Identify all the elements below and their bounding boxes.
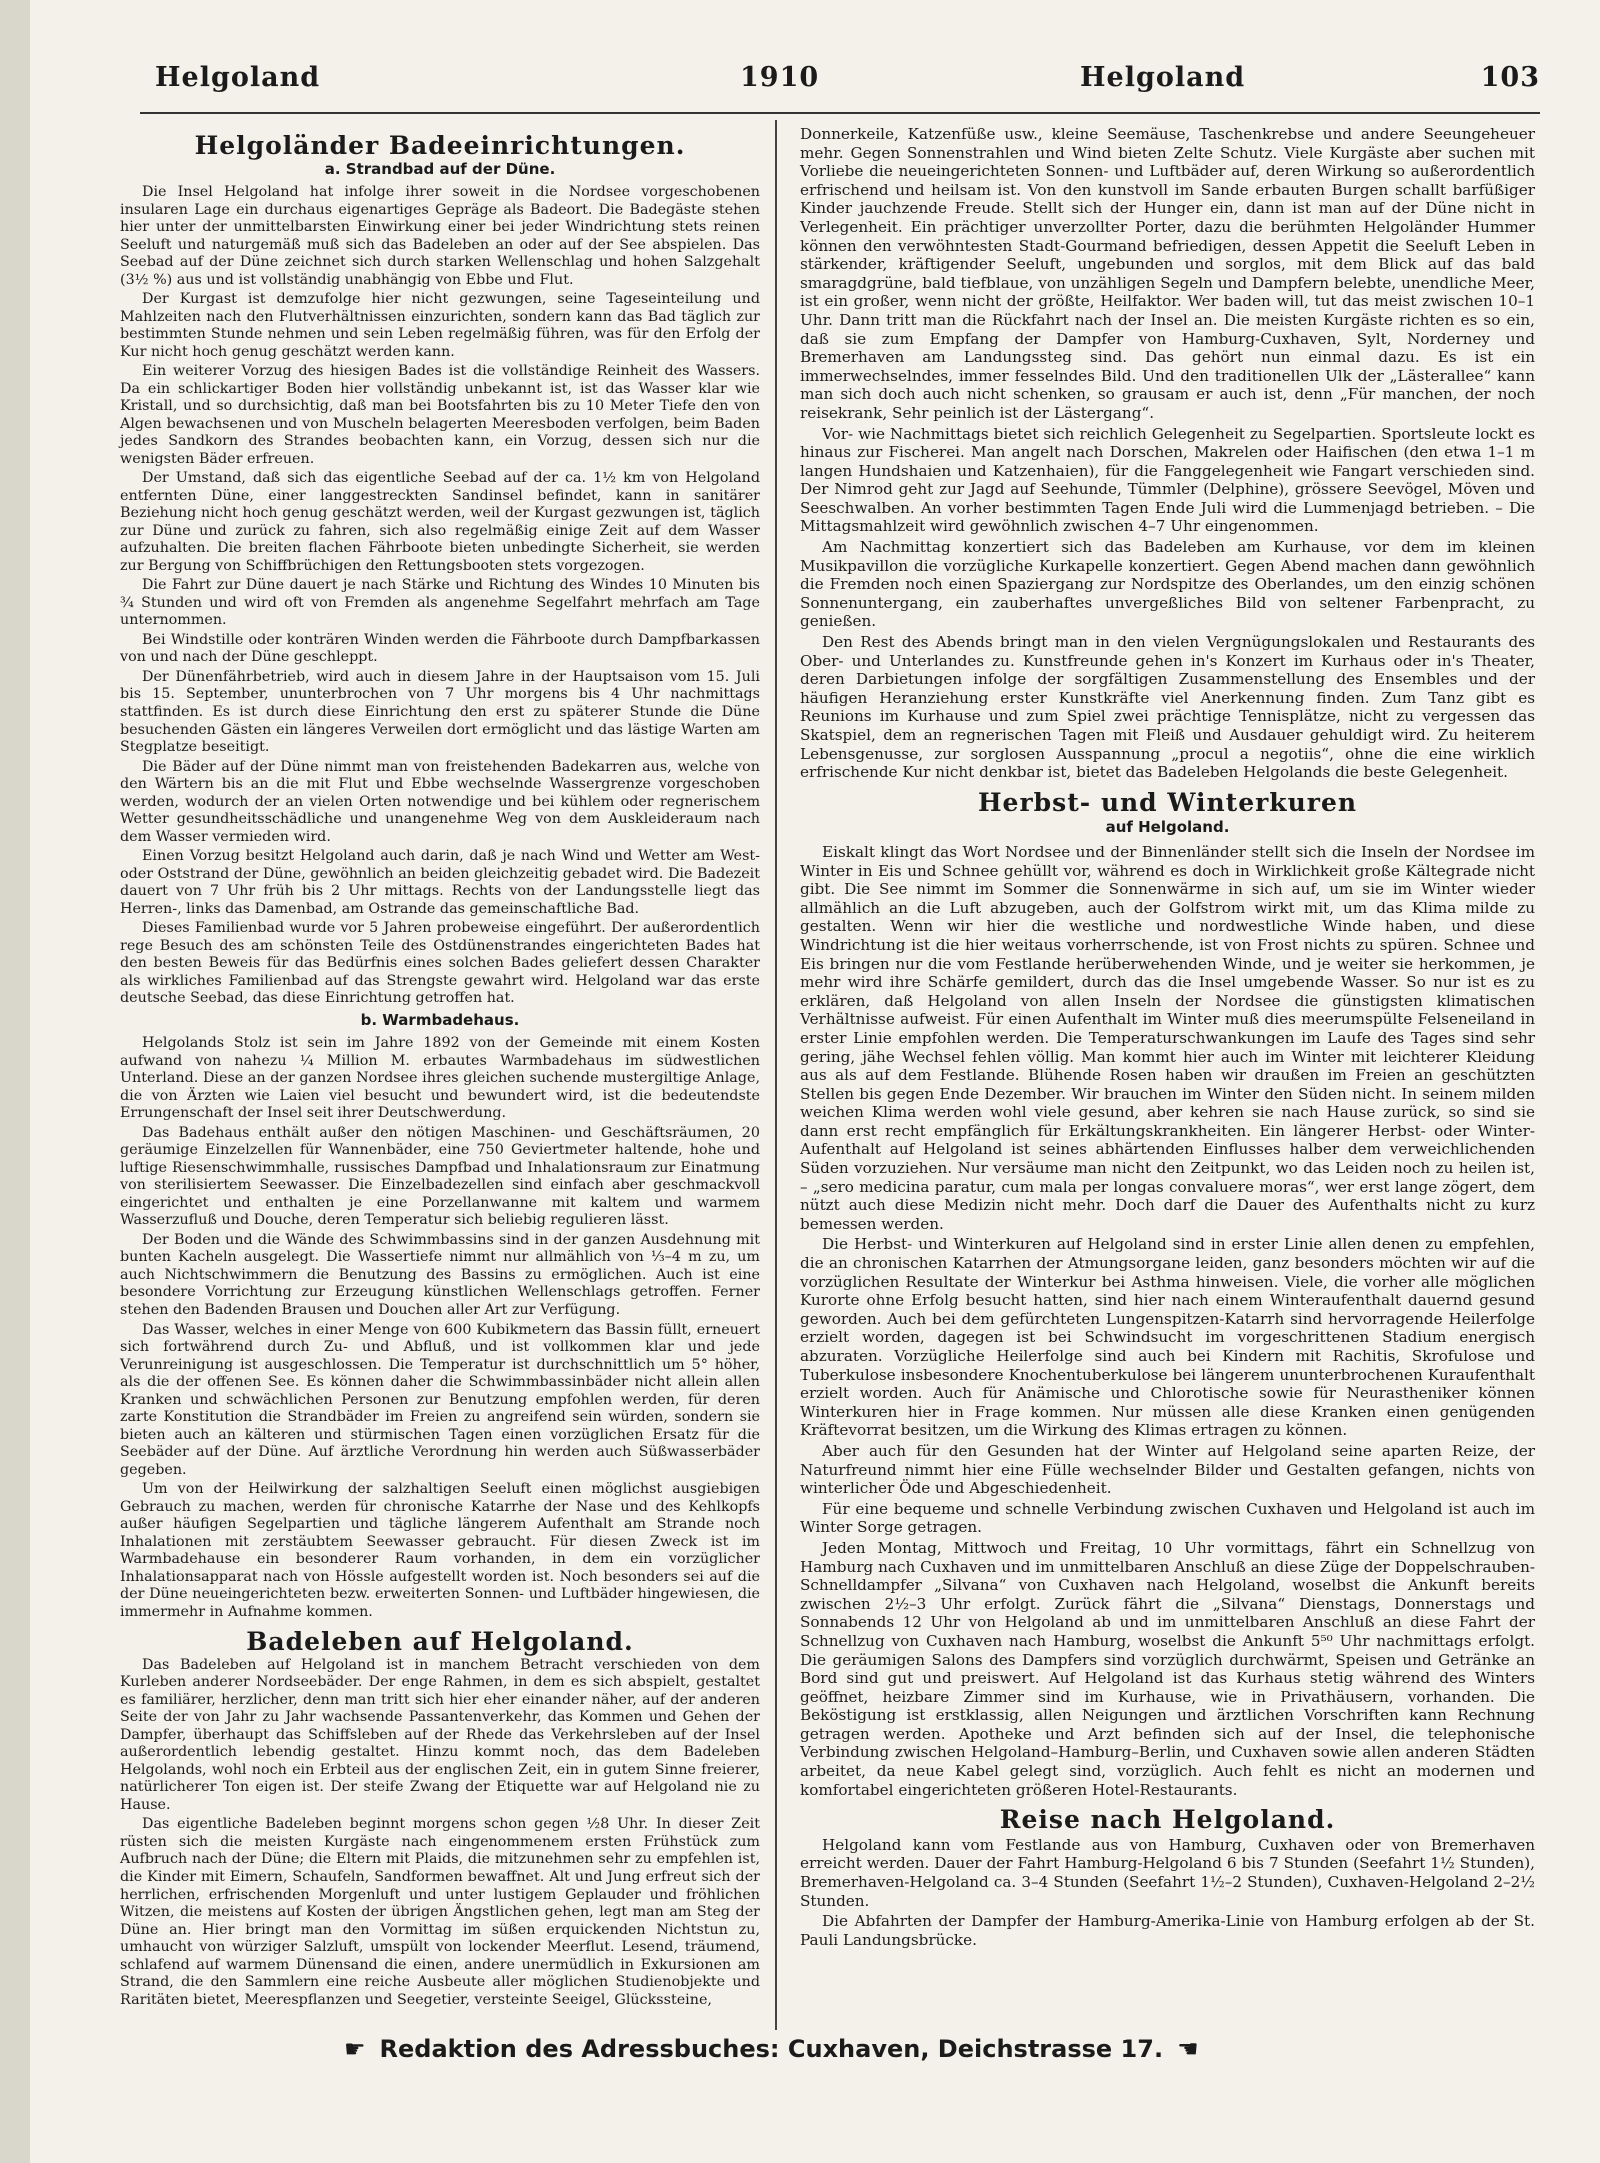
section-heading: Reise nach Helgoland. <box>999 1805 1336 1835</box>
page-footer <box>330 2035 1230 2075</box>
paragraph: Am Nachmittag konzertiert sich das Badeleben am Kurhause, vor dem im kleinen Musikpavillon die vorzügliche Kurkapelle konzertiert. Gegen Abend machen dann gewöhnlich die Fremden noch einen Spaziergang zur Nordspitze des Oberlandes, um den einzig schönen Sonnenuntergang, ein zauberhaftes unvergeßliches Bild von seltener Farbenpracht, zu genießen. <box>800 538 1535 631</box>
header-left-title: Helgoland <box>155 62 321 93</box>
paragraph: Das Badehaus enthält außer den nötigen Maschinen- und Geschäftsräumen, 20 geräumige Einzelzellen für Wannenbäder, eine 750 Geviertmeter haltende, hohe und luftige Riesenschwimmhalle, russisches Dampfbad und Inhalationsraum zur Einatmung von sterilisiertem Seewasser. Die Einzelbadezellen sind einfach aber geschmackvoll eingerichtet und enthalten je eine Porzellanwanne mit kaltem und warmem Wasserzufluß und Douche, deren Temperatur sich beliebig regulieren lässt. <box>120 1124 760 1229</box>
subsection-heading: b. Warmbadehaus. <box>360 1010 520 1029</box>
paragraph: Der Dünenfährbetrieb, wird auch in diesem Jahre in der Hauptsaison vom 15. Juli bis 15. September, ununterbrochen von 7 Uhr morgens bis 4 Uhr nachmittags stattfinden. Es ist durch diese Einrichtung den erst zu späterer Stunde die Düne besuchenden Gästen ein längeres Verweilen dort ermöglicht und das lästige Warten am Stegplatze beseitigt. <box>120 668 760 756</box>
paragraph: Das Badeleben auf Helgoland ist in manchem Betracht verschieden von dem Kurleben anderer Nordseebäder. Der enge Rahmen, in dem es sich abspielt, gestaltet es familiärer, herzlicher, denn man tritt sich hier eher einander näher, auf der anderen Seite der von Jahr zu Jahr wachsende Passantenverkehr, das Kommen und Gehen der Dampfer, überhaupt das Schiffsleben auf der Rhede das Verkehrsleben auf der Insel außerordentlich lebendig gestaltet. Hinzu kommt noch, das dem Badeleben Helgolands, wohl noch ein Erbteil aus der englischen Zeit, ein in gutem Sinne freierer, natürlicherer Ton eigen ist. Der steife Zwang der Etiquette war auf Helgoland nie zu Hause. <box>120 1656 760 1813</box>
paragraph: Eiskalt klingt das Wort Nordsee und der Binnenländer stellt sich die Inseln der Nordsee im Winter in Eis und Schnee gehüllt vor, während es doch in Wirklichkeit große Kältegrade nicht gibt. Die See nimmt im Sommer die Sonnenwärme in sich auf, um sie im Winter wieder allmählich an die Luft abzugeben, auch der Golfstrom wirkt mit, um das Klima milde zu gestalten. Wenn wir hier die westliche und nordwestliche Winde haben, und diese Windrichtung ist die hier weitaus vorherrschende, ist von Frost nichts zu spüren. Schnee und Eis bringen nur die vom Festlande herüberwehenden Winde, und je weiter sie herkommen, je mehr wird ihre Schärfe gemildert, durch das die Insel umgebende Wasser. So nur ist es zu erklären, daß Helgoland von allen Inseln der Nordsee die günstigsten klimatischen Verhältnisse aufweist. Für einen Aufenthalt im Winter muß dies meerumspülte Felseneiland in erster Linie empfohlen werden. Die Temperaturschwankungen im Laufe des Tages sind sehr gering, jähe Wechsel fehlen völlig. Man kommt hier auch im Winter mit leichterer Kleidung aus als auf dem Festlande. Blühende Rosen haben wir draußen im Freien an geschützten Stellen bis gegen Ende Dezember. Wir brauchen im Winter den Süden nicht. In seinem milden weichen Klima werden wohl viele gesund, aber kehren sie nach Hause zurück, so sind sie dann erst recht empfänglich für Erkältungskrankheiten. Ein längerer Herbst- oder Winter-Aufenthalt auf Helgoland ist seines abhärtenden Einflusses halber dem verweichlichenden Süden vorzuziehen. Nur versäume man nicht den Zeitpunkt, wo das Leiden noch zu heilen ist, – „sero medicina paratur, cum mala per longas convaluere moras“, wer erst lange zögert, dem nützt auch diese Medizin nicht mehr. Doch darf die Dauer des Aufenthalts nicht zu kurz bemessen werden. <box>800 842 1535 1233</box>
paragraph: Vor- wie Nachmittags bietet sich reichlich Gelegenheit zu Segelpartien. Sportsleute lockt es hinaus zur Fischerei. Man angelt nach Dorschen, Makrelen oder Haifischen (den etwa 1–1 m langen Hundshaien und Katzenhaien), für die Fanggelegenheit wie Fangart verschieden sind. Der Nimrod geht zur Jagd auf Seehunde, Tümmler (Delphine), grössere Seevögel, Möven und Seeschwalben. An vorher bestimmten Tagen Ende Juli wird die Lummenjagd betrieben. – Die Mittagsmahlzeit wird gewöhnlich zwischen 4–7 Uhr eingenommen. <box>800 424 1535 536</box>
right-column <box>800 125 1535 1951</box>
page-header <box>60 62 1540 108</box>
paragraph: Jeden Montag, Mittwoch und Freitag, 10 Uhr vormittags, fährt ein Schnellzug von Hamburg nach Cuxhaven und im unmittelbaren Anschluß an diese Züge der Doppelschrauben-Schnelldampfer „Silvana“ von Cuxhaven nach Helgoland, woselbst die Ankunft bereits zwischen 2½–3 Uhr erfolgt. Zurück fährt die „Silvana“ Dienstags, Donnerstags und Sonnabends 12 Uhr von Helgoland ab und im unmittelbaren Anschluß an diese Fahrt der Schnellzug von Cuxhaven nach Hamburg, woselbst die Ankunft 5⁵⁰ Uhr nachmittags erfolgt. Die geräumigen Salons des Dampfers sind vorzüglich durchwärmt, Speisen und Getränke an Bord sind gut und preiswert. Auf Helgoland ist das Kurhaus stetig während des Winters geöffnet, heizbare Zimmer sind im Kurhause, wie in Privathäusern, vorhanden. Die Beköstigung ist erstklassig, allen Neigungen und ärztlichen Vorschriften kann Rechnung getragen werden. Apotheke und Arzt befinden sich auf der Insel, die telephonische Verbindung zwischen Helgoland–Hamburg–Berlin, und Cuxhaven sowie allen anderen Städten arbeitet, da neue Kabel gelegt sind, vorzüglich. Auch fehlt es nicht an modernen und komfortabel eingerichteten größeren Hotel-Restaurants. <box>800 1538 1535 1799</box>
section-heading: Herbst- und Winterkuren <box>977 787 1358 817</box>
paragraph: Die Herbst- und Winterkuren auf Helgoland sind in erster Linie allen denen zu empfehlen, die an chronischen Katarrhen der Atmungsorgane leiden, ganz besonders möchten wir auf die vorzüglichen Resultate der Winterkur bei Asthma hinweisen. Viele, die vorher alle möglichen Kurorte ohne Erfolg besucht hatten, sind hier nach einem Winteraufenthalt dauernd gesund geworden. Auch bei dem gefürchteten Lungenspitzen-Katarrh sind hervorragende Heilerfolge erzielt worden, dagegen ist bei Schwindsucht im vorgeschrittenen Stadium energisch abzuraten. Vorzügliche Heilerfolge sind auch bei Kindern mit Rachitis, Skrofulose und Tuberkulose insbesondere Knochentuberkulose bei längerem ununterbrochenen Kuraufenthalt erzielt worden. Auch für Anämische und Chlorotische sowie für Neurastheniker können Winterkuren hier in Frage kommen. Nur müssen alle diese Kranken einen genügenden Kräftevorrat besitzen, um die Wirkung des Klimas ertragen zu können. <box>800 1235 1535 1440</box>
header-right-title: Helgoland <box>1080 62 1246 93</box>
paragraph: Ein weiterer Vorzug des hiesigen Bades ist die vollständige Reinheit des Wassers. Da ein schlickartiger Boden hier vollständig unbekannt ist, ist das Wasser klar wie Kristall, und so durchsichtig, daß man bei Bootsfahrten bis zu 10 Meter Tiefe den von Algen bewachsenen und von Muscheln belagerten Meeresboden verfolgen, beim Baden jedes Sandkorn des Strandes beobachten kann, ein Vorzug, dessen sich nur die wenigsten Bäder erfreuen. <box>120 363 760 467</box>
scan-edge <box>0 0 30 2163</box>
page-number: 103 <box>1480 62 1540 93</box>
paragraph: Das eigentliche Badeleben beginnt morgens schon gegen ½8 Uhr. In dieser Zeit rüsten sich die meisten Kurgäste nach eingenommenem ersten Frühstück zum Aufbruch nach der Düne; die Eltern mit Plaids, die mitzunehmen sehr zu empfehlen ist, die Kinder mit Eimern, Schaufeln, Sandformen bewaffnet. Alt und Jung erfreut sich der herrlichen, erfrischenden Morgenluft und unter lustigem Geplauder und fröhlichen Witzen, die meistens auf Kosten der übrigen Ängstlichen gehen, legt man am Steg der Düne an. Hier bringt man den Vormittag im süßen erquickenden Nichtstun zu, umhaucht von würziger Salzluft, umspült von lockender Meerflut. Lesend, träumend, schlafend auf warmem Dünensand die einen, andere unermüdlich in Exkursionen am Strand, die den Sammlern eine reiche Ausbeute aller möglichen Studienobjekte und Raritäten bietet, Meerespflanzen und Seegetier, versteinte Seeigel, Glückssteine, <box>120 1816 760 2008</box>
paragraph: Helgolands Stolz ist sein im Jahre 1892 von der Gemeinde mit einem Kosten aufwand von nahezu ¼ Million M. erbautes Warmbadehaus im südwestlichen Unterland. Diese an der ganzen Nordsee ihres gleichen suchende mustergiltige Anlage, die von Ärzten wie Laien viel besucht und bewundert wird, ist die bedeutendste Errungenschaft der Insel seit ihrer Deutschwerdung. <box>120 1035 760 1122</box>
paragraph: Helgoland kann vom Festlande aus von Hamburg, Cuxhaven oder von Bremerhaven erreicht werden. Dauer der Fahrt Hamburg-Helgoland 6 bis 7 Stunden (Seefahrt 1½ Stunden), Bremerhaven-Helgoland ca. 3–4 Stunden (Seefahrt 1½–2 Stunden), Cuxhaven-Helgoland 2–2½ Stunden. <box>800 1835 1535 1910</box>
paragraph: Die Abfahrten der Dampfer der Hamburg-Amerika-Linie von Hamburg erfolgen ab der St. Pauli Landungsbrücke. <box>800 1912 1535 1949</box>
paragraph: Die Fahrt zur Düne dauert je nach Stärke und Richtung des Windes 10 Minuten bis ¾ Stunden und wird oft von Fremden als angenehme Segelfahrt mehrfach am Tage unternommen. <box>120 577 760 629</box>
header-rule <box>140 112 1540 114</box>
paragraph: Bei Windstille oder konträren Winden werden die Fährboote durch Dampfbarkassen von und nach der Düne geschleppt. <box>120 631 760 666</box>
paragraph: Aber auch für den Gesunden hat der Winter auf Helgoland seine aparten Reize, der Naturfreund nimmt hier eine Fülle wechselnder Bilder und Gestalten gefangen, nichts von winterlicher Öde und Abgeschiedenheit. <box>800 1441 1535 1498</box>
pointing-hand-left-icon: ☛ <box>344 2035 366 2063</box>
paragraph: Der Kurgast ist demzufolge hier nicht gezwungen, seine Tageseinteilung und Mahlzeiten nach den Flutverhältnissen einzurichten, sondern kann das Bad täglich zur bestimmten Stunde nehmen und sein Leben regelmäßig führen, was für den Erfolg der Kur nicht hoch genug geschätzt werden kann. <box>120 291 760 360</box>
paragraph: Für eine bequeme und schnelle Verbindung zwischen Cuxhaven und Helgoland ist auch im Winter Sorge getragen. <box>800 1499 1535 1537</box>
paragraph: Donnerkeile, Katzenfüße usw., kleine Seemäuse, Taschenkrebse und andere Seeungeheuer mehr. Gegen Sonnenstrahlen und Wind bieten Zelte Schutz. Viele Kurgäste aber suchen mit Vorliebe die neueingerichteten Sonnen- und Luftbäder auf, deren Wirkung so außerordentlich erfrischend und heilsam ist. Von den kunstvoll im Sande erbauten Burgen schallt barfüßiger Kinder jauchzende Freude. Stellt sich der Hunger ein, dann ist man auf der Düne nicht in Verlegenheit. Ein prächtiger unverzollter Porter, dazu die berühmten Helgoländer Hummer können den verwöhntesten Stadt-Gourmand befriedigen, dessen Appetit die Seeluft Leben in stärkender, kräftigender Seeluft, ungebunden und sorglos, mit dem Blick auf das bald smaragdgrüne, bald tiefblaue, von unzähligen Segeln und Dampfern belebte, unendliche Meer, ist ein großer, wenn nicht der größte, Heilfaktor. Wer baden will, tut das meist zwischen 10–1 Uhr. Dann tritt man die Rückfahrt nach der Insel an. Die meisten Kurgäste richten es so ein, daß sie zum Empfang der Dampfer von Hamburg-Cuxhaven, Sylt, Norderney und Bremerhaven am Landungssteg sind. Das gehört nun einmal dazu. Es ist ein immerwechselndes, immer fesselndes Bild. Und den traditionellen Ulk der „Lästerallee“ kann man sich doch auch nicht schenken, so grausam er auch ist, denn „Für manchen, der noch reisekrank, Sehr peinlich ist der Lästergang“. <box>800 125 1535 422</box>
subsection-heading: a. Strandbad auf der Düne. <box>324 159 556 178</box>
paragraph: Einen Vorzug besitzt Helgoland auch darin, daß je nach Wind und Wetter am West- oder Oststrand der Düne, gewöhnlich an beiden gleichzeitig gebadet wird. Die Badezeit dauert von 7 Uhr früh bis 2 Uhr mittags. Rechts von der Landungsstelle liegt das Herren-, links das Damenbad, am Ostrande das gemeinschaftliche Bad. <box>120 848 760 917</box>
footer-text: Redaktion des Adressbuches: Cuxhaven, Deichstrasse 17. <box>379 2035 1164 2063</box>
pointing-hand-right-icon: ☚ <box>1177 2035 1199 2063</box>
paragraph: Dieses Familienbad wurde vor 5 Jahren probeweise eingeführt. Der außerordentlich rege Besuch des am schönsten Teile des Ostdünenstrandes eingerichteten Bades hat den besten Beweis für das Bedürfnis eines solchen Bades geliefert dessen Charakter als wirkliches Familienbad auf das Strengste gewahrt wird. Helgoland war das erste deutsche Seebad, das diese Einrichtung getroffen hat. <box>120 920 760 1007</box>
paragraph: Die Bäder auf der Düne nimmt man von freistehenden Badekarren aus, welche von den Wärtern bis an die mit Flut und Ebbe wechselnde Wassergrenze vorgeschoben werden, wodurch der an vielen Orten notwendige und bei kühlem oder regnerischem Wetter gesundheitsschädliche und unangenehme Weg von dem Auskleideraum nach dem Wasser vermieden wird. <box>120 758 760 845</box>
paragraph: Den Rest des Abends bringt man in den vielen Vergnügungslokalen und Restaurants des Ober- und Unterlandes zu. Kunstfreunde gehen in's Konzert im Kurhaus oder in's Theater, deren Darbietungen infolge der sorgfältigen Zusammenstellung des Ensembles und der häufigen Heranziehung erster Kunstkräfte viel Anerkennung finden. Zum Tanz gibt es Reunions im Kurhause und zum Spiel zwei prächtige Tennisplätze, nicht zu vergessen das Skatspiel, dem an regnerischen Tagen mit Fleiß und Ausdauer gehuldigt wird. Zu heiterem Lebensgenusse, zur sorglosen Ausspannung „procul a negotiis“, ohne die eine wirklich erfrischende Kur nicht denkbar ist, bietet das Badeleben Helgolands die beste Gelegenheit. <box>800 633 1535 782</box>
column-divider <box>775 120 777 2030</box>
paragraph: Das Wasser, welches in einer Menge von 600 Kubikmetern das Bassin füllt, erneuert sich fortwährend durch Zu- und Abfluß, und ist vollkommen klar und jede Verunreinigung ist ausgeschlossen. Die Temperatur ist durchschnittlich um 5° höher, als die der offenen See. Es können daher die Schwimmbassinbäder nicht allein allen Kranken und schwächlichen Personen zur Benutzung empfohlen werden, für deren zarte Konstitution die Strandbäder im Freien zu angreifend sein würden, sondern sie bieten auch an kälteren und stürmischen Tagen einen vorzüglichen Ersatz für die Seebäder auf der Düne. Auf ärztliche Verordnung hin werden auch Süßwasserbäder gegeben. <box>120 1321 760 1478</box>
section-heading: Helgoländer Badeeinrichtungen. <box>194 131 686 160</box>
paragraph: Der Umstand, daß sich das eigentliche Seebad auf der ca. 1½ km von Helgoland entfernten Düne, einer langgestreckten Sandinsel befindet, kann in sanitärer Beziehung nicht hoch genug geschätzt werden, weil der Kurgast gezwungen ist, täglich zur Düne und zurück zu fahren, sich also regelmäßig einige Zeit auf dem Wasser aufzuhalten. Die breiten flachen Fährboote bieten unbedingte Sicherheit, sie werden zur Bergung von Schiffbrüchigen den Rettungsbooten stets vorgezogen. <box>120 470 760 574</box>
subsection-heading: auf Helgoland. <box>1105 818 1230 837</box>
left-column <box>120 125 760 2011</box>
paragraph: Um von der Heilwirkung der salzhaltigen Seeluft einen möglichst ausgiebigen Gebrauch zu machen, werden für chronische Katarrhe der Nase und des Kehlkopfs außer häufigen Segelpartien und tägliche längerem Aufenthalt am Strande noch Inhalationen mit zerstäubtem Seewasser gebraucht. Für diesen Zweck ist im Warmbadehause ein besonderer Raum vorhanden, in dem ein vorzüglicher Inhalationsapparat nach von Hössle aufgestellt worden ist. Noch besonders sei auf die der Düne neueingerichteten bezw. erweiterten Sonnen- und Luftbäder hingewiesen, die immermehr in Aufnahme kommen. <box>120 1481 760 1620</box>
section-heading: Badeleben auf Helgoland. <box>246 1627 634 1657</box>
paragraph: Der Boden und die Wände des Schwimmbassins sind in der ganzen Ausdehnung mit bunten Kacheln ausgelegt. Die Wassertiefe nimmt nur allmählich von ⅓–4 m zu, um auch Nichtschwimmern die Benutzung des Bassins zu ermöglichen. Auch ist eine besondere Vorrichtung zur Erzeugung künstlichen Wellenschlags getroffen. Ferner stehen den Badenden Brausen und Douchen aller Art zur Verfügung. <box>120 1231 760 1318</box>
header-year: 1910 <box>740 62 820 93</box>
paragraph: Die Insel Helgoland hat infolge ihrer soweit in die Nordsee vorgeschobenen insularen Lage ein durchaus eigenartiges Gepräge als Badeort. Die Badegäste stehen hier unter der unmittelbarsten Einwirkung einer bei jeder Windrichtung stets reinen Seeluft und naturgemäß muß sich das Badeleben an oder auf der See abspielen. Das Seebad auf der Düne zeichnet sich durch starken Wellenschlag und hohen Salzgehalt (3½ %) aus und ist vollständig unabhängig von Ebbe und Flut. <box>120 184 760 288</box>
